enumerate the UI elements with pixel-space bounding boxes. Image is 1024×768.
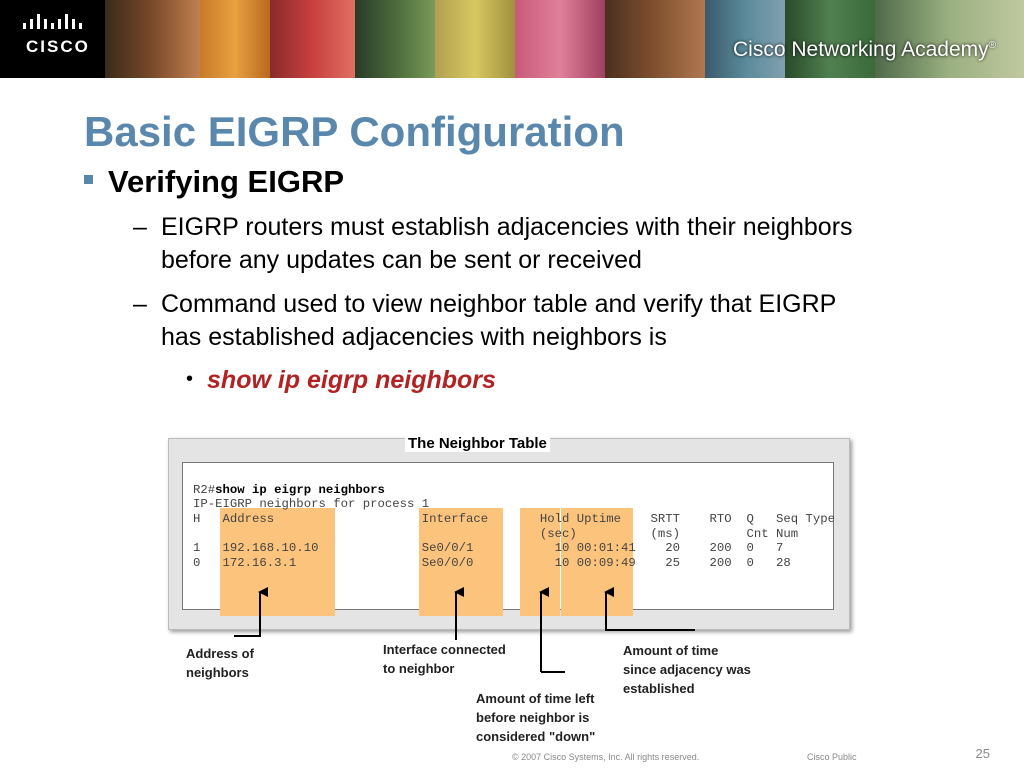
command-bullet: [186, 366, 496, 395]
neighbor-table-figure: [168, 435, 851, 628]
sub-bullet-line: Command used to view neighbor table and verify that EIGRP: [161, 290, 837, 318]
terminal-command-line: [193, 483, 385, 498]
dash-icon: –: [133, 213, 147, 241]
banner-photo-6: [515, 0, 605, 78]
banner-photo-5: [435, 0, 515, 78]
terminal-line: IP-EIGRP neighbors for process 1: [193, 497, 430, 511]
terminal-prompt: R2#: [193, 483, 216, 497]
callout-hold: Amount of time left before neighbor is considered "down": [476, 691, 596, 744]
bullet-text: Verifying EIGRP: [108, 164, 345, 199]
terminal-output: [182, 462, 834, 610]
callout-address: Address of neighbors: [186, 646, 254, 680]
bullet-verifying: [84, 164, 344, 200]
square-bullet-icon: [84, 175, 93, 184]
terminal-line: H Address Interface Hold Uptime SRTT RTO Q Seq Type: [193, 512, 836, 526]
page-number: 25: [975, 746, 990, 761]
academy-label: Cisco Networking Academy®: [733, 38, 996, 61]
cisco-logo-text: CISCO: [26, 37, 90, 56]
sub-bullet-adjacencies: [133, 211, 853, 281]
cisco-bars-icon: [21, 14, 91, 34]
callout-uptime: Amount of time since adjacency was established: [623, 643, 751, 696]
banner-photo-4: [355, 0, 435, 78]
command-text: show ip eigrp neighbors: [207, 366, 496, 394]
terminal-line: 0 172.16.3.1 Se0/0/0 10 00:09:49 25 200 0 28: [193, 556, 791, 570]
slide-title: Basic EIGRP Configuration: [84, 108, 625, 155]
terminal-line: 1 192.168.10.10 Se0/0/1 10 00:01:41 20 200 0 7: [193, 541, 784, 555]
terminal-line: (sec) (ms) Cnt Num: [193, 527, 799, 541]
sub-bullet-command: [133, 288, 837, 358]
banner-photo-7: [605, 0, 705, 78]
dot-bullet-icon: •: [186, 368, 194, 390]
banner-photo-1: [105, 0, 200, 78]
classification-text: Cisco Public: [807, 752, 857, 762]
sub-bullet-line: has established adjacencies with neighbors is: [161, 323, 667, 351]
copyright-text: © 2007 Cisco Systems, Inc. All rights reserved.: [512, 752, 700, 762]
dash-icon: –: [133, 290, 147, 318]
banner-photo-3: [270, 0, 355, 78]
sub-bullet-line: EIGRP routers must establish adjacencies with their neighbors: [161, 213, 853, 241]
callout-interface: Interface connected to neighbor: [383, 642, 506, 676]
terminal-command: show ip eigrp neighbors: [215, 483, 385, 497]
banner-photo-2: [200, 0, 270, 78]
figure-title: The Neighbor Table: [405, 435, 550, 452]
cisco-logo: [0, 0, 105, 78]
header-banner: [0, 0, 1024, 78]
sub-bullet-line: before any updates can be sent or received: [161, 246, 642, 274]
